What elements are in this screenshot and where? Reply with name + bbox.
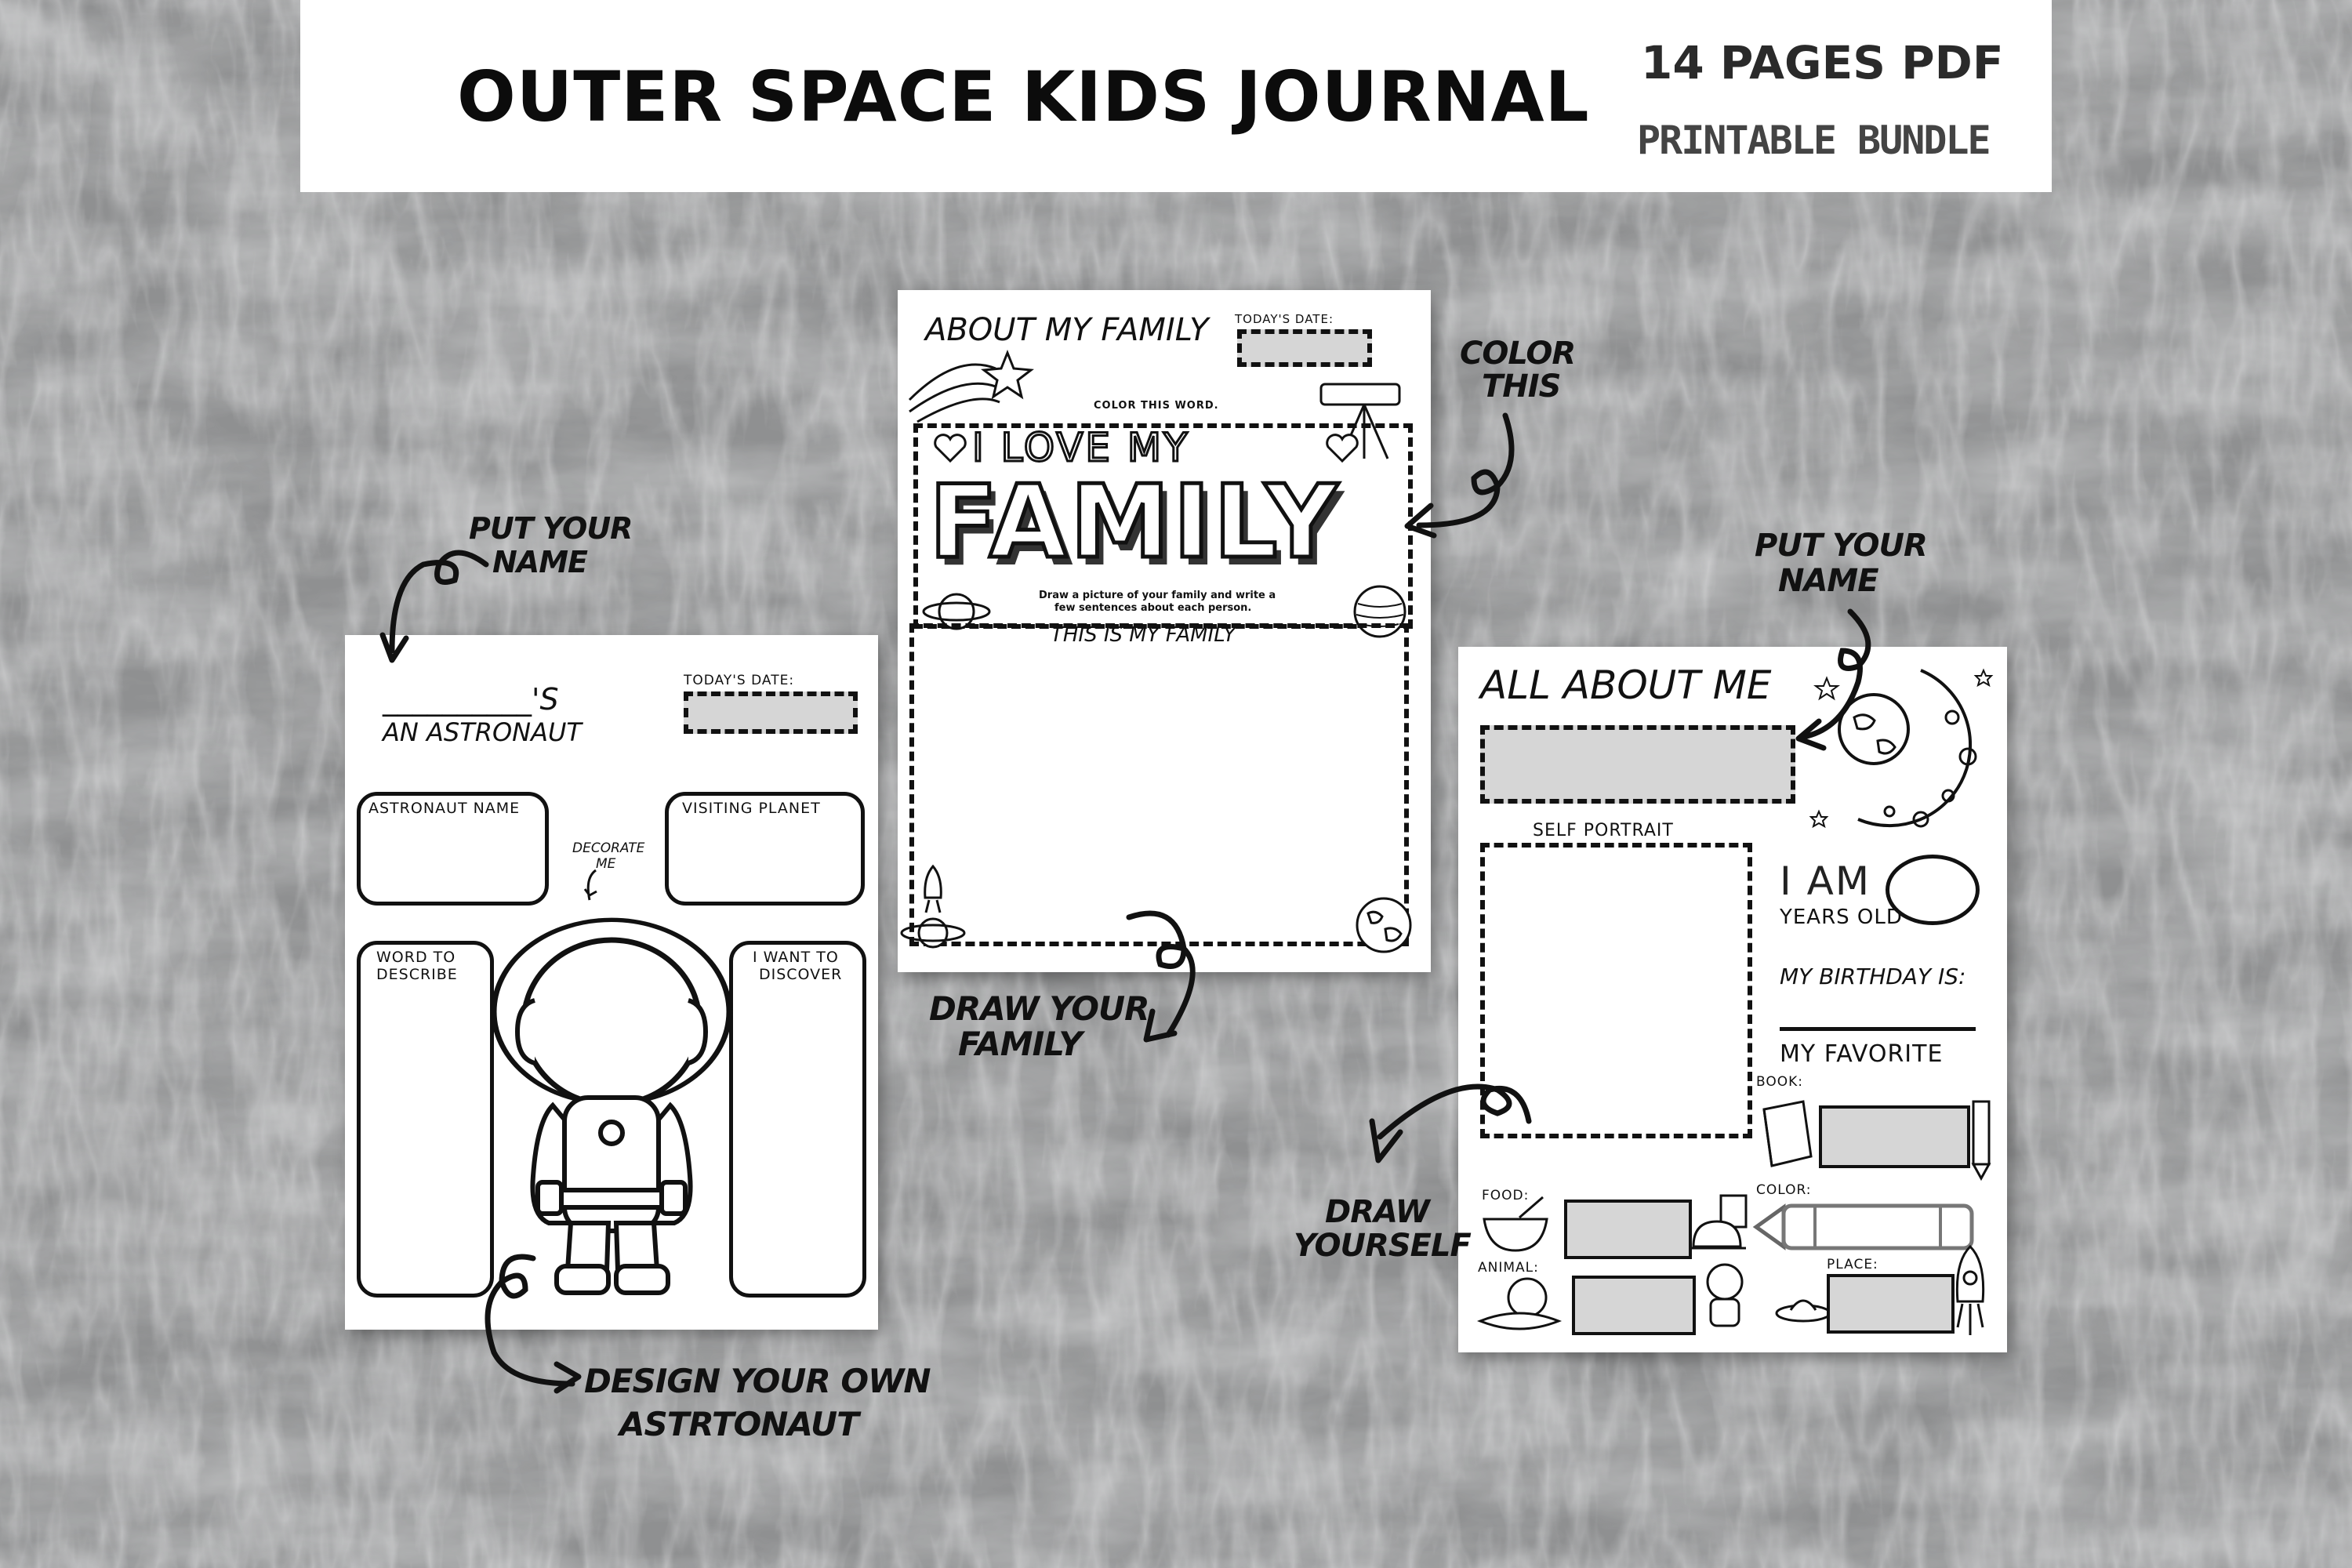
arrow-icon-color-this <box>1396 412 1521 545</box>
ringed-planet-icon <box>898 909 968 956</box>
all-about-me-page <box>1458 647 2007 1352</box>
astronaut-name-box-label: ASTRONAUT NAME <box>368 800 521 817</box>
annotation-draw-yourself-2: YOURSELF <box>1294 1228 1471 1264</box>
astronaut-name-line: __________'S <box>383 682 559 717</box>
astronaut-icon <box>478 862 745 1301</box>
annotation-draw-yourself-1: DRAW <box>1325 1194 1429 1230</box>
birthday-label: MY BIRTHDAY IS: <box>1780 964 1966 989</box>
astronaut-date-label: TODAY'S DATE: <box>684 673 795 688</box>
food-label: FOOD: <box>1482 1188 1530 1203</box>
arrow-icon-put-name-right <box>1795 604 1889 760</box>
family-page-title: ABOUT MY FAMILY <box>925 312 1209 348</box>
decorate-me-label-2: ME <box>596 856 616 872</box>
book-label: BOOK: <box>1756 1074 1804 1090</box>
banner-pages-count: 14 PAGES PDF <box>1641 36 2004 89</box>
family-date-field[interactable] <box>1237 329 1372 367</box>
annotation-put-your-name-right-1: PUT YOUR <box>1755 528 1927 564</box>
shooting-star-icon <box>906 337 1039 423</box>
arrow-icon-design-astronaut <box>463 1247 588 1396</box>
annotation-design-astronaut-1: DESIGN YOUR OWN <box>584 1362 931 1400</box>
heart-icon-left <box>933 433 967 464</box>
astronaut-date-field[interactable] <box>684 691 858 734</box>
arrow-icon-draw-family <box>1121 902 1215 1051</box>
about-me-title: ALL ABOUT ME <box>1480 662 1772 708</box>
animal-field[interactable] <box>1572 1276 1696 1335</box>
birthday-line[interactable] <box>1780 1027 1976 1031</box>
arrow-icon-put-name-left <box>376 541 494 674</box>
this-is-my-family-title: THIS IS MY FAMILY <box>1051 623 1236 647</box>
family-instruction-line-1: Draw a picture of your family and write a <box>1039 590 1276 601</box>
annotation-design-astronaut-2: ASTRTONAUT <box>619 1405 858 1443</box>
annotation-color-this-1: COLOR <box>1460 336 1576 372</box>
family-date-label: TODAY'S DATE: <box>1235 312 1334 326</box>
name-field[interactable] <box>1480 725 1795 804</box>
rocket-icon-right <box>1943 1243 1998 1345</box>
banner-bundle-label: PRINTABLE BUNDLE <box>1637 118 1990 163</box>
annotation-draw-your-family-2: FAMILY <box>958 1025 1082 1063</box>
want-to-discover-label-2: DISCOVER <box>759 966 843 983</box>
word-to-describe-box[interactable] <box>357 941 494 1298</box>
annotation-color-this-2: THIS <box>1482 368 1561 405</box>
earth-icon <box>1352 894 1415 956</box>
astronaut-page <box>345 635 878 1330</box>
family-page <box>898 290 1431 972</box>
family-instruction-line-2: few sentences about each person. <box>1054 602 1252 614</box>
animal-label: ANIMAL: <box>1478 1260 1539 1276</box>
heart-icon-right <box>1325 433 1359 464</box>
color-this-word-label: COLOR THIS WORD. <box>1094 400 1219 412</box>
ufo-icon <box>1772 1290 1835 1337</box>
i-am-label: I AM <box>1780 858 1871 904</box>
years-old-label: YEARS OLD <box>1780 906 1903 929</box>
title-banner <box>300 0 2052 192</box>
astronaut-subtitle: AN ASTRONAUT <box>383 717 582 747</box>
my-favorite-label: MY FAVORITE <box>1780 1040 1944 1068</box>
annotation-put-your-name-left-2: NAME <box>492 545 587 579</box>
decorate-me-label-1: DECORATE <box>572 840 645 856</box>
pencil-icon <box>1969 1094 1993 1180</box>
self-portrait-label: SELF PORTRAIT <box>1533 821 1674 840</box>
family-outline-word: FAMILY <box>929 464 1341 581</box>
book-icon <box>1756 1094 1819 1172</box>
sleeping-cat-astronaut-icon <box>1472 1274 1566 1337</box>
food-field[interactable] <box>1564 1200 1692 1259</box>
place-label: PLACE: <box>1827 1257 1878 1272</box>
annotation-put-your-name-right-2: NAME <box>1778 563 1878 599</box>
chef-cloche-icon <box>1690 1192 1752 1254</box>
mixing-bowl-icon <box>1480 1196 1551 1258</box>
i-love-my-text: I LOVE MY <box>972 425 1190 470</box>
arrow-icon-draw-yourself <box>1348 1074 1537 1184</box>
word-to-describe-label-2: DESCRIBE <box>376 966 458 983</box>
annotation-put-your-name-left-1: PUT YOUR <box>469 511 633 546</box>
visiting-planet-box-label: VISITING PLANET <box>682 800 821 817</box>
want-to-discover-label-1: I WANT TO <box>753 949 839 966</box>
want-to-discover-box[interactable] <box>729 941 866 1298</box>
family-drawing-area[interactable] <box>909 623 1409 946</box>
place-field[interactable] <box>1827 1274 1955 1334</box>
book-field[interactable] <box>1819 1105 1970 1168</box>
dog-astronaut-icon <box>1693 1258 1756 1337</box>
word-to-describe-label-1: WORD TO <box>376 949 456 966</box>
banner-title: OUTER SPACE KIDS JOURNAL <box>457 56 1590 137</box>
color-label: COLOR: <box>1756 1182 1812 1198</box>
annotation-draw-your-family-1: DRAW YOUR <box>929 989 1149 1028</box>
